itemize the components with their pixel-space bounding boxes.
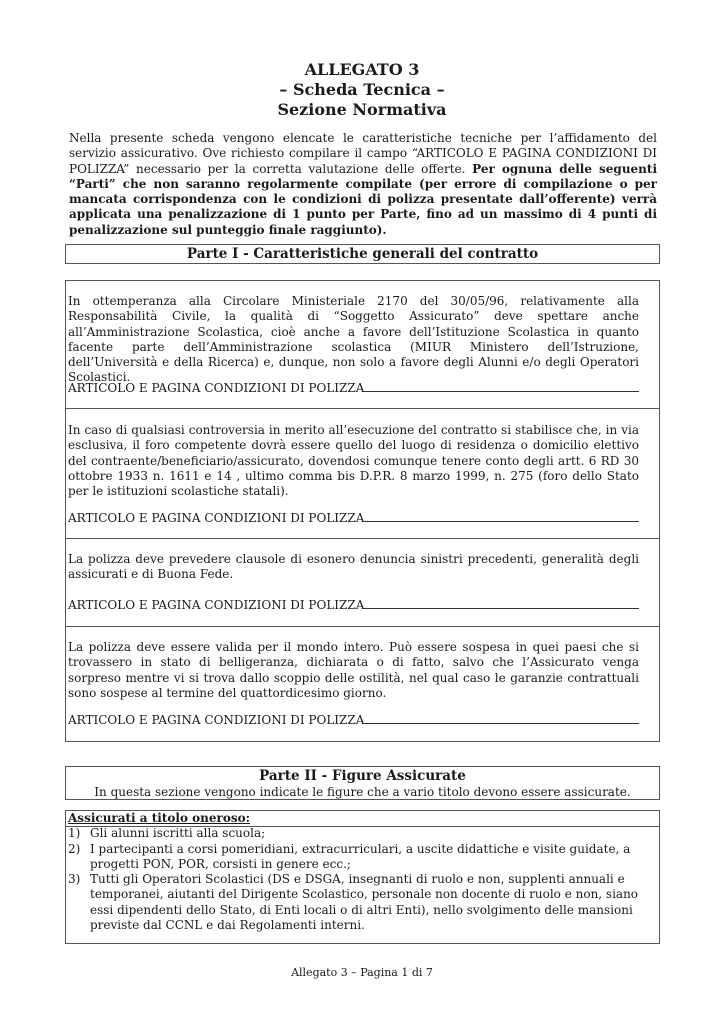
insured-list <box>68 811 648 933</box>
list-item-text: I partecipanti a corsi pomeridiani, extracurriculari, a uscite didattiche e visite guidate, a progetti PON, POR, corsisti in genere ecc.; <box>90 841 631 871</box>
intro-penalty-text: Per ognuna delle seguenti “Parti” che non saranno regolarmente compilate (per errore di compilazione o per mancata corrispondenza con le condizioni di polizza presentate dall’offerente) verrà applicata una penalizzazione di 1 punto per Parte, fino ad un massimo di 4 punti di penalizzazione sul punteggio finale raggiunto). <box>69 161 658 237</box>
article-blank-line[interactable] <box>364 380 639 392</box>
article-label: ARTICOLO E PAGINA CONDIZIONI DI POLIZZA <box>68 598 365 612</box>
article-blank-line[interactable] <box>364 597 639 609</box>
article-blank-line[interactable] <box>364 510 639 522</box>
section-text: In ottemperanza alla Circolare Ministeriale 2170 del 30/05/96, relativamente alla Responsabilità Civile, la qualità di “Soggetto Assicurato” deve spettare anche all’Amministrazione Scolastica, cioè anche a favore dell’Istituzione Scolastica in quanto facente parte dell’Amministrazione scolastica (MIUR Ministero dell’Istruzione, dell’Università e della Ricerca) e, dunque, non solo a favore degli Alunni e/o degli Operatori Scolastici. <box>68 294 639 385</box>
part2-heading: Parte II - Figure Assicurate <box>259 768 466 784</box>
title-line-3: Sezione Normativa <box>277 100 447 119</box>
intro-paragraph <box>69 131 657 238</box>
title-line-2: – Scheda Tecnica – <box>279 80 445 99</box>
article-field[interactable] <box>68 380 639 396</box>
page-footer: Allegato 3 – Pagina 1 di 7 <box>291 966 433 979</box>
part2-heading-box <box>65 766 660 800</box>
list-item <box>68 826 648 841</box>
title-line-1: ALLEGATO 3 <box>304 60 420 79</box>
section-divider <box>65 408 660 409</box>
list-item-number: 2) <box>68 841 81 856</box>
part2-subtitle: In questa sezione vengono indicate le figure che a vario titolo devono essere assicurate. <box>94 785 631 799</box>
section-divider <box>65 538 660 539</box>
article-label: ARTICOLO E PAGINA CONDIZIONI DI POLIZZA <box>68 713 365 727</box>
list-item-number: 1) <box>68 826 81 841</box>
list-item-number: 3) <box>68 872 81 887</box>
article-label: ARTICOLO E PAGINA CONDIZIONI DI POLIZZA <box>68 381 365 395</box>
article-field[interactable] <box>68 597 639 613</box>
article-blank-line[interactable] <box>364 712 639 724</box>
section-text: La polizza deve prevedere clausole di esonero denuncia sinistri precedenti, generalità degli assicurati e di Buona Fede. <box>68 552 639 582</box>
part1-heading: Parte I - Caratteristiche generali del contratto <box>186 246 539 262</box>
list-item <box>68 842 648 873</box>
article-label: ARTICOLO E PAGINA CONDIZIONI DI POLIZZA <box>68 511 365 525</box>
article-field[interactable] <box>68 712 639 728</box>
section-divider <box>65 626 660 627</box>
list-item-text: Tutti gli Operatori Scolastici (DS e DSGA, insegnanti di ruolo e non, supplenti annuali e temporanei, aiutanti del Dirigente Scolastico, personale non docente di ruolo e non, siano essi dipendenti dello Stato, di Enti locali o di altri Enti), nello svolgimento delle mansioni previste dal CCNL e dai Regolamenti interni. <box>90 872 639 933</box>
list-item <box>68 872 648 933</box>
intro-text: Nella presente scheda vengono elencate le caratteristiche tecniche per l’affidamento del servizio assicurativo. Ove richiesto compilare il campo “ARTICOLO E PAGINA CONDIZIONI DI POLIZZA” necessario per la corretta valutazione delle offerte. <box>69 131 657 176</box>
section-text: In caso di qualsiasi controversia in merito all’esecuzione del contratto si stabilisce che, in via esclusiva, il foro competente dovrà essere quello del luogo di residenza o domicilio elettivo del contraente/beneficiario/assicurato, dovendosi comunque tenere conto degli artt. 6 RD 30 ottobre 1933 n. 1611 e 14 , ultimo comma bis D.P.R. 8 marzo 1999, n. 275 (foro dello Stato per le istituzioni scolastiche statali). <box>68 423 639 499</box>
insured-list-heading: Assicurati a titolo oneroso: <box>68 811 251 825</box>
article-field[interactable] <box>68 510 639 526</box>
part1-heading-box <box>65 244 660 264</box>
list-item-text: Gli alunni iscritti alla scuola; <box>90 826 266 841</box>
section-text: La polizza deve essere valida per il mondo intero. Può essere sospesa in quei paesi che si trovassero in stato di belligeranza, dichiarata o di fatto, salvo che l’Assicurato venga sorpreso mentre vi si trova dallo scoppio delle ostilità, nel qual caso le garanzie contrattuali sono sospese al termine del quattordicesimo giorno. <box>68 640 639 700</box>
